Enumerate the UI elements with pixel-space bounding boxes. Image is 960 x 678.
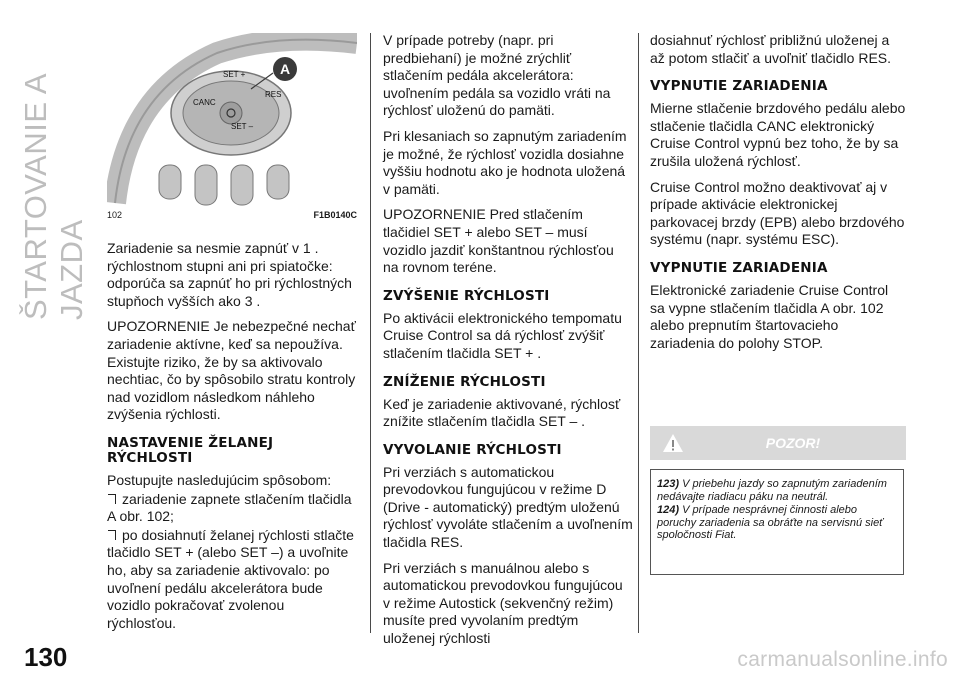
paragraph: Elektronické zariadenie Cruise Control sa vypne stlačením tlačidla A obr. 102 alebo prepnutím štartovacieho zariadenia do polohy STOP. — [650, 281, 889, 351]
text-column-3 — [650, 32, 906, 360]
label-res: RES — [265, 90, 282, 99]
paragraph: Cruise Control možno deaktivovať aj v prípade aktivácie elektronickej parkovacej brzdy (EPB) alebo brzdového systému (napr. systému ESC). — [650, 178, 905, 248]
paragraph: V prípade potreby (napr. pri predbiehaní) je možné zrýchliť stlačením pedála akcelerátora: uvoľnením pedála sa vozidlo vráti na rýchlosť uloženú do pamäti. — [383, 32, 611, 119]
figure-code: F1B0140C — [313, 210, 357, 220]
column-divider — [638, 33, 639, 633]
column-divider — [370, 33, 371, 633]
list-item: po dosiahnutí želanej rýchlosti stlačte tlačidlo SET + (alebo SET –) a uvoľnite ho, aby sa zariadenie aktivovalo: po uvoľnení pedálu akcelerátora bude vozidlo pokračovať zvolenou rýchlosťou. — [107, 526, 354, 631]
list-item: zariadenie zapnete stlačením tlačidla A obr. 102; — [107, 490, 352, 525]
cruise-control-illustration — [107, 33, 357, 211]
warning-ref: 124) — [657, 504, 680, 516]
text-column-2 — [383, 32, 633, 656]
warning-paragraph: UPOZORNENIE Pred stlačením tlačidiel SET + alebo SET – musí vozidlo jazdiť konštantnou rýchlosťou na rovnom teréne. — [383, 206, 614, 276]
watermark: carmanualsonline.info — [737, 648, 948, 671]
warning-paragraph: UPOZORNENIE Je nebezpečné nechať zariadenie aktívne, keď sa nepoužíva. Existujte riziko, že by sa aktivovalo nechtiac, čo by spôsobilo stratu kontroly nad vozidlom následkom náhleho zvýšenia rýchlosti. — [107, 318, 356, 423]
bullet-icon — [107, 494, 118, 505]
paragraph: Mierne stlačenie brzdového pedálu alebo stlačenie tlačidla CANC elektronický Cruise Control vypnú bez toho, že by sa zrušila uložená rýchlosť. — [650, 100, 906, 169]
section-heading: VYPNUTIE ZARIADENIA — [650, 78, 828, 95]
figure-caption — [107, 210, 357, 224]
paragraph: Pri verziách s manuálnou alebo s automatickou prevodovkou fungujúcou v režime Autostick (sekvenčný režim) musíte pred vyvolaním predtým uloženej rýchlosti — [383, 559, 623, 647]
paragraph: Pri klesaniach so zapnutým zariadením je možné, že rýchlosť vozidla dosiahne vyššiu hodnotu ako je hodnota uložená v pamäti. — [383, 127, 627, 197]
figure-number: 102 — [107, 210, 123, 220]
paragraph: Postupujte nasledujúcim spôsobom: — [107, 471, 332, 488]
warning-box — [650, 469, 904, 575]
page-number: 130 — [24, 642, 68, 672]
warning-title: POZOR! — [765, 435, 821, 451]
label-canc: CANC — [193, 98, 216, 107]
section-heading: NASTAVENIE ŽELANEJ RÝCHLOSTI — [107, 434, 274, 466]
label-set-minus: SET – — [231, 122, 254, 131]
label-set-plus: SET + — [223, 70, 246, 79]
paragraph: Po aktivácii elektronického tempomatu Cruise Control sa dá rýchlosť zvýšiť stlačením tlačidla SET + . — [383, 309, 622, 361]
figure-102 — [107, 33, 357, 223]
warning-ref: 123) — [657, 478, 680, 490]
paragraph: Pri verziách s automatickou prevodovkou fungujúcou v režime D (Drive - automatický) predtým uloženú rýchlosť vyvoláte stlačením a uvoľnením tlačidla RES. — [383, 463, 633, 551]
section-heading: ZVÝŠENIE RÝCHLOSTI — [383, 287, 550, 304]
chapter-side-title: ŠTARTOVANIE A JAZDA — [18, 74, 89, 320]
paragraph: dosiahnuť rýchlosť približnú uloženej a až potom stlačiť a uvoľniť tlačidlo RES. — [650, 32, 892, 66]
warning-header — [650, 426, 906, 460]
bullet-icon — [107, 530, 118, 541]
paragraph: Zariadenie sa nesmie zapnúť v 1 . rýchlostnom stupni ani pri spiatočke: odporúča sa zapnúť ho pri rýchlostných stupňoch vyšších ako 3 . — [107, 240, 352, 309]
section-heading: ZNÍŽENIE RÝCHLOSTI — [383, 373, 546, 390]
figure-marker-a: A — [279, 61, 291, 77]
text-column-1 — [107, 240, 357, 640]
warning-item: 123) V priebehu jazdy so zapnutým zariadením nedávajte riadiacu páku na neutrál. — [657, 478, 887, 503]
section-heading: VYVOLANIE RÝCHLOSTI — [383, 441, 562, 458]
section-heading: VYPNUTIE ZARIADENIA — [650, 259, 828, 276]
paragraph: Keď je zariadenie aktivované, rýchlosť znížite stlačením tlačidla SET – . — [383, 395, 621, 430]
warning-item: 124) V prípade nesprávnej činnosti alebo poruchy zariadenia sa obráťte na servisnú sieť spoločnosti Fiat. — [657, 504, 884, 541]
